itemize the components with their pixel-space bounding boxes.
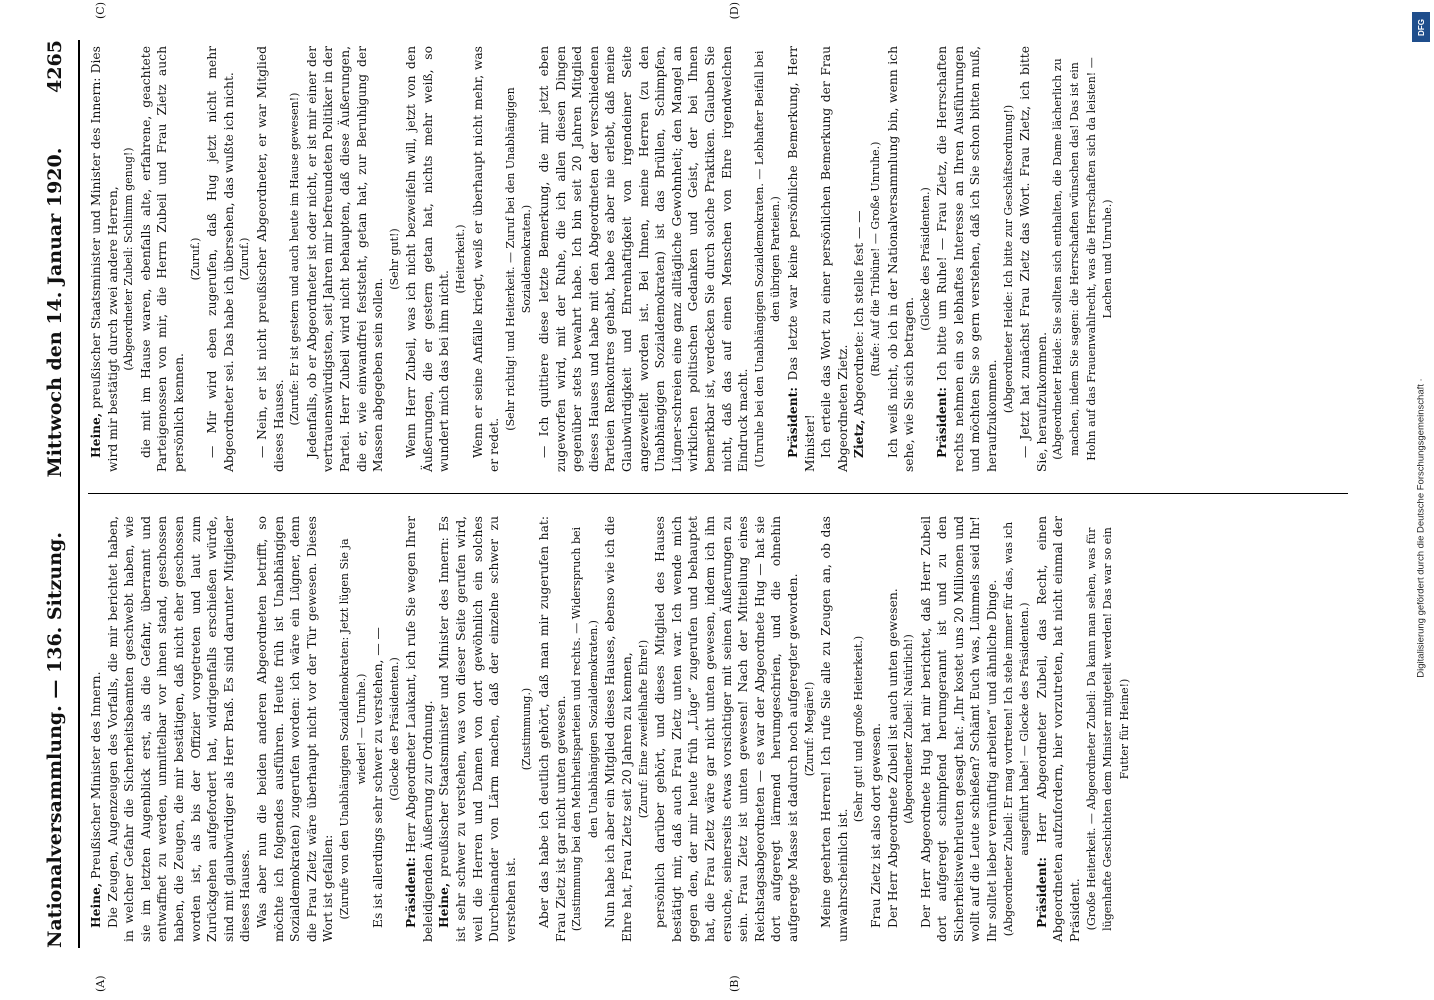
- speech-paragraph: Die Zeugen, Augenzeugen des Vorfalls, die mir berichtet haben, in welcher Gefahr die Sicherheitsbeamten geschwebt haben, wie sie im letzten Augenblick erst, als die Gefahr, überrannt und entwaffnet zu werden, unmittelbar vor ihnen stand, geschossen haben, die Zeugen, die mir bestätigen, daß nicht eher geschossen worden ist, als bis der Offizier vorgetreten und laut zum Zurückgehen aufgefordert hat, widrigenfalls erschießen würde, sind mit glaubwürdiger als Herr Braß. Es sind darunter Mitglieder dieses Hauses.: [105, 516, 253, 942]
- header-assembly-title: Nationalversammlung. — 136. Sitzung.: [44, 532, 66, 948]
- speaker-name: Heine,: [436, 882, 452, 928]
- speech-paragraph: Präsident: Herr Abgeordneter Zubeil, das Recht, einen Abgeordneten aufzufordern, hier vorzutreten, hat nicht einmal der Präsident.: [1033, 516, 1083, 942]
- speech-paragraph: Ich erteile das Wort zu einer persönlichen Bemerkung der Frau Abgeordneten Zietz.: [819, 46, 850, 472]
- header-date: Mittwoch den 14. Januar 1920.: [44, 147, 66, 478]
- margin-marker-c: (C): [94, 2, 107, 19]
- interjection: (Große Heiterkeit. — Abgeordneter Zubeil: Da kann man sehen, was für lügenhafte Geschichten dem Minister mitgeteilt werden! Das war so ein Futter für Heine!): [1084, 527, 1131, 931]
- speaker-name: Präsident:: [1033, 857, 1049, 928]
- page-header: [44, 40, 80, 948]
- speaker-name: Heine,: [88, 882, 103, 928]
- speaker-name: Heine,: [88, 412, 103, 458]
- dfg-logo: DFG: [1412, 12, 1430, 42]
- speech-paragraph: Der Herr Abgeordnete Zubeil ist auch unten gewesen.: [885, 588, 900, 928]
- interjection: (Sehr gut! und große Heiterkeit.): [852, 635, 866, 823]
- interjection: (Abgeordneter Heide: Sie sollten sich enthalten, die Dame lächerlich zu machen, indem Sie sagen: die Herrschaften wünschen das! Das ist ein Hohn auf das Frauenwahlrecht, was die Herrschaften sich da leisten! — Lachen und Unruhe.): [1051, 57, 1115, 461]
- speech-paragraph: Der Herr Abgeordnete Hug hat mir berichtet, daß Herr Zubeil dort aufgeregt schimpfend herumgerannt ist und zu den Sicherheitswehrleuten gesagt hat: „Ihr kostet uns 20 Millionen und wollt auf die Leute schießen? Schämt Euch was, Lümmels seid Ihr! Ihr solltet lieber vernünftig arbeiten“ und ähnliche Dinge.: [918, 516, 1000, 942]
- interjection: (Zuruf.): [188, 237, 202, 281]
- speech-paragraph: Nun habe ich aber ein Mitglied dieses Hauses, ebenso wie ich die Ehre hat, Frau Zietz seit 20 Jahren zu kennen,: [603, 516, 634, 942]
- speaker-name: Präsident:: [403, 857, 419, 928]
- speech-paragraph: — Nein, er ist nicht preußischer Abgeordneter, er war Mitglied dieses Hauses.: [254, 46, 286, 472]
- interjection: (Glocke des Präsidenten.): [918, 187, 932, 331]
- speaker-name: Präsident:: [934, 387, 950, 458]
- interjection: (Zurufe von den Unabhängigen Sozialdemokraten: Jetzt lügen Sie ja wieder! — Unruhe.): [337, 538, 368, 920]
- speech-paragraph: Wenn Herr Zubeil, was ich nicht bezweifeln will, jetzt von den Äußerungen, die er gestern getan hat, nichts mehr weiß, so wundert mich das bei ihm nicht.: [404, 46, 452, 472]
- interjection: (Zustimmung.): [520, 687, 534, 771]
- speech-paragraph: Es ist allerdings sehr schwer zu verstehen, — —: [371, 627, 386, 928]
- interjection: (Sehr richtig! und Heiterkeit. — Zuruf bei den Unabhängigen Sozialdemokraten.): [503, 87, 534, 431]
- interjection: (Unruhe bei den Unabhängigen Sozialdemokraten. — Lebhafter Beifall bei den übrigen Parteien.): [752, 50, 783, 468]
- speech-paragraph: Zietz, Abgeordnete: Ich stelle fest — —: [851, 210, 867, 458]
- interjection: (Abgeordneter Zubeil: Natürlich!): [902, 634, 916, 824]
- digitization-credit-text: Digitalisierung gefördert durch die Deutsche Forschungsgemeinschaft ·: [1415, 378, 1427, 678]
- speech-paragraph: Frau Zietz ist also dort gewesen.: [868, 722, 883, 928]
- column-divider: [88, 493, 1348, 494]
- speaker-name: Präsident:: [784, 387, 800, 458]
- speech-paragraph: Präsident: Herr Abgeordneter Laukant, ich rufe Sie wegen Ihrer beleidigenden Äußerung zur Ordnung.: [403, 516, 435, 942]
- speech-paragraph: Aber das habe ich deutlich gehört, daß man mir zugerufen hat: Frau Zietz ist gar nicht unten gewesen.: [537, 516, 568, 942]
- interjection: (Sehr gut!): [387, 228, 401, 290]
- interjection: (Zuruf: Eine zweifelhafte Ehre!): [636, 639, 650, 819]
- speaker-name: Zietz,: [851, 419, 867, 458]
- interjection: (Glocke des Präsidenten.): [387, 657, 401, 801]
- margin-marker-b: (B): [728, 975, 741, 992]
- speech-paragraph: Heine, preußischer Staatsminister und Minister des Innern: Dies wird mir bestätigt durch zwei andere Herren,: [88, 46, 120, 472]
- speech-paragraph: — Jetzt hat zunächst Frau Zietz das Wort. Frau Zietz, ich bitte Sie, heraufzukommen.: [1018, 46, 1049, 472]
- interjection: (Abgeordneter Zubeil: Schlimm genug!): [122, 147, 136, 371]
- left-column: [88, 494, 1348, 948]
- speech-paragraph: — Ich quittiere diese letzte Bemerkung, die mir jetzt eben zugeworfen wird, mit der Ruhe, die ich allen diesen Dingen gegenüber stets bewahrt habe. Ich bin seit 20 Jahren Mitglied dieses Hauses und habe mit den Abgeordneten der verschiedenen Parteien Renkontres gehabt, habe es aber nie erlebt, daß meine Glaubwürdigkeit und Ehrenhaftigkeit von irgendeiner Seite angezweifelt worden ist. Bei Ihnen, meine Herren (zu den Unabhängigen Sozialdemokraten) ist das Brüllen, Schimpfen, Lügner-schreien eine ganz alltägliche Gewohnheit; den Mangel an wirklichen politischen Gedanken und Geist, der bei Ihnen bemerkbar ist, verdecken Sie durch solche Praktiken. Glauben Sie nicht, daß das auf einen Menschen von Ehre irgendwelchen Eindruck macht.: [537, 46, 751, 472]
- speech-paragraph: Wenn er seine Anfälle kriegt, weiß er überhaupt nicht mehr, was er redet.: [470, 46, 502, 472]
- margin-marker-d: (D): [728, 2, 741, 20]
- interjection: (Zurufe: Er ist gestern und auch heute im Hause gewesen!): [288, 92, 302, 426]
- interjection: (Zuruf: Megäre!): [802, 681, 816, 777]
- interjection: (Zuruf.): [238, 237, 252, 281]
- speech-paragraph: Präsident: Ich bitte um Ruhe! — Frau Zietz, die Herrschaften rechts nehmen ein so lebhaftes Interesse an Ihren Ausführungen und möchten Sie so gern verstehen, daß ich Sie schon bitten muß, heraufzukommen.: [934, 46, 1000, 472]
- digitization-credit-strip: [1410, 8, 1432, 992]
- two-column-body: [88, 2, 1348, 992]
- interjection: (Zustimmung bei den Mehrheitsparteien und rechts. — Widerspruch bei den Unabhängigen Sozialdemokraten.): [570, 526, 600, 932]
- speech-paragraph: persönlich darüber gehört, und dieses Mitglied des Hauses bestätigt mir, daß auch Frau Zietz unten war. Ich wende mich gegen den, der mir heute früh „Lüge“ zugerufen und behauptet hat, die Frau Zietz wäre gar nicht unten gewesen, indem ich ihn ersuche, seinerseits etwas vorsichtiger mit seinen Äußerungen zu sein. Frau Zietz ist unten gewesen! Nach der Mitteilung eines Reichstagsabgeordneten — es war der Abgeordnete Hug — hat sie dort aufgeregt lärmend herumgeschrien, und die ohnehin aufgeregte Masse ist dadurch noch aufgeregter geworden.: [653, 516, 800, 942]
- interjection: (Abgeordneter Zubeil: Er mag vortreten! Ich stehe immer für das, was ich ausgeführt habe! — Glocke des Präsidenten.): [1001, 521, 1032, 937]
- speech-paragraph: Heine, preußischer Staatsminister und Minister des Innern: Es ist sehr schwer zu verstehen, was von dieser Seite gerufen wird, weil die Herren und Damen von dort gewöhnlich ein solches Durcheinander von Lärm machen, daß der einzelne schwer zu verstehen ist.: [436, 516, 518, 942]
- page-number: 4265: [44, 40, 66, 93]
- speech-paragraph: Jedenfalls, ob er Abgeordneter ist oder nicht, er ist mir einer der vertrauenswürdigsten, seit Jahren mir befreundeten Politiker in der Partei. Herr Zubeil wird nicht behaupten, daß diese Äußerungen, die er, wie einwandfrei feststeht, getan hat, zur Beruhigung der Massen abgegeben sein sollen.: [304, 46, 386, 472]
- interjection: (Heiterkeit.): [454, 224, 468, 294]
- interjection: (Rufe: Auf die Tribüne! — Große Unruhe.): [868, 141, 882, 377]
- speech-paragraph: Ich weiß nicht, ob ich in der Nationalversammlung bin, wenn ich sehe, wie Sie sich betragen.: [885, 46, 917, 472]
- speech-paragraph: Heine, Preußischer Minister des Innern.: [88, 671, 103, 928]
- speech-paragraph: Meine geehrten Herren! Ich rufe Sie alle zu Zeugen an, ob das unwahrscheinlich ist.: [819, 516, 850, 942]
- speech-paragraph: Was aber nun die beiden anderen Abgeordneten betrifft, so möchte ich folgendes ausführen. Heute früh ist Unabhängigen Sozialdemokraten) zugerufen worden: ich wäre ein Lügner, denn die Frau Zietz wäre überhaupt nicht vor der Tür gewesen. Dieses Wort ist gefallen:: [254, 516, 336, 942]
- speech-paragraph: die mit im Hause waren, ebenfalls alte, erfahrene, geachtete Parteigenossen von mir, die Herrn Zubeil und Frau Zietz auch persönlich kennen.: [138, 46, 186, 472]
- interjection: (Abgeordneter Heide: Ich bitte zur Geschäftsordnung!): [1001, 104, 1015, 414]
- speech-paragraph: — Mir wird eben zugerufen, daß Hug jetzt nicht mehr Abgeordneter sei. Das habe ich übersehen, das wußte ich nicht.: [205, 46, 236, 472]
- speech-paragraph: Präsident: Das letzte war keine persönliche Bemerkung, Herr Minister!: [784, 46, 817, 472]
- margin-marker-a: (A): [94, 975, 107, 992]
- right-column: [88, 40, 1348, 494]
